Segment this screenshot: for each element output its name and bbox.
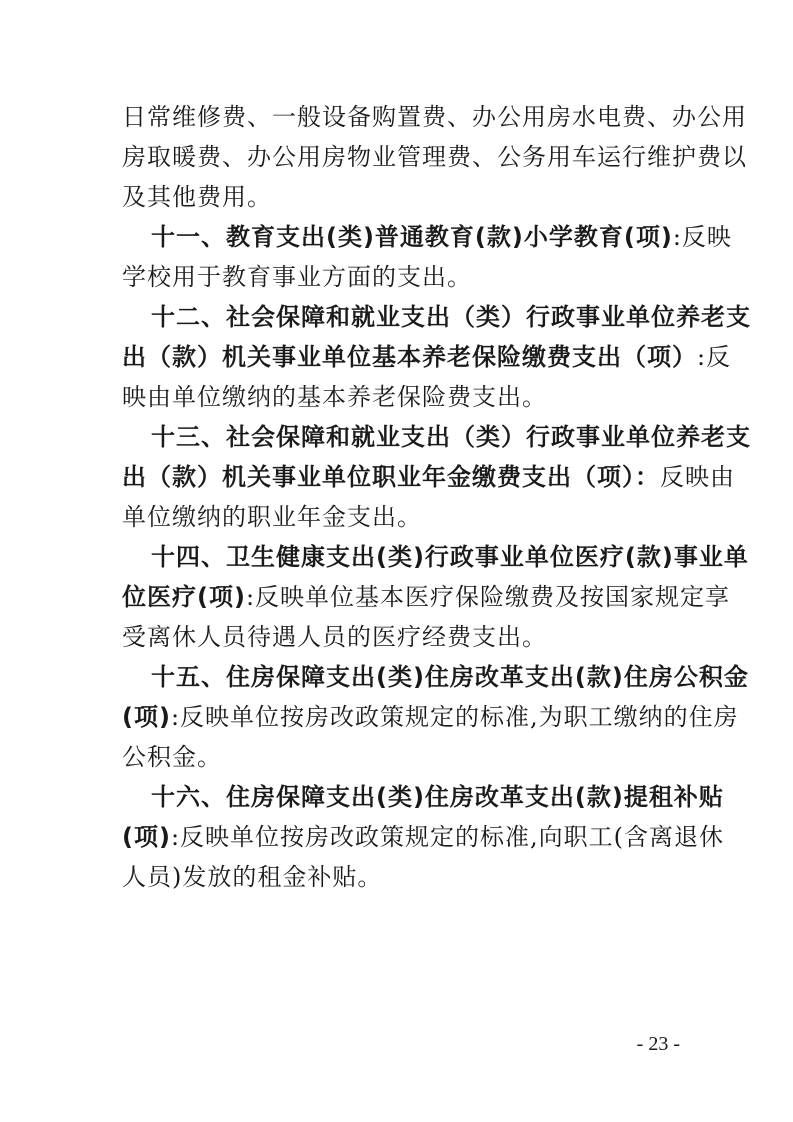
text-run: :反映 — [672, 223, 732, 251]
text-run: 房取暖费、办公用房物业管理费、公务用车运行维护费以 — [122, 143, 747, 171]
text-line — [122, 337, 732, 377]
paragraph-heading-line — [151, 777, 724, 817]
bold-heading: 十二、社会保障和就业支出（类）行政事业单位养老支 — [151, 303, 751, 331]
text-line — [122, 697, 739, 737]
bold-heading: 十六、住房保障支出(类)住房改革支出(款)提租补贴 — [151, 783, 724, 811]
text-run: 反映由 — [660, 463, 735, 491]
text-line — [122, 177, 678, 217]
text-line — [122, 457, 735, 497]
text-run: 日常维修费、一般设备购置费、办公用房水电费、办公用 — [122, 103, 747, 131]
text-run: :反 — [697, 343, 732, 371]
text-run: 受离休人员待遇人员的医疗经费支出。 — [122, 623, 547, 651]
paragraph-heading-line — [151, 657, 749, 697]
text-line — [122, 97, 747, 137]
text-line — [122, 737, 678, 777]
bold-heading: (项) — [122, 703, 171, 731]
paragraph-heading-line — [151, 537, 749, 577]
text-line — [122, 577, 731, 617]
bold-heading: 出（款）机关事业单位基本养老保险缴费支出（项） — [122, 343, 697, 371]
text-line — [122, 497, 678, 537]
page-number: - 23 - — [636, 1033, 680, 1055]
paragraph-heading-line — [151, 217, 732, 257]
text-line — [122, 857, 678, 897]
paragraph-heading-line — [151, 417, 751, 457]
text-line — [122, 257, 678, 297]
text-line — [122, 137, 747, 177]
text-run: :反映单位按房改政策规定的标准,向职工(含离退休 — [170, 823, 725, 851]
text-run: 单位缴纳的职业年金支出。 — [122, 503, 422, 531]
bold-heading: 十五、住房保障支出(类)住房改革支出(款)住房公积金 — [151, 663, 749, 691]
text-run: 学校用于教育事业方面的支出。 — [122, 263, 472, 291]
text-line — [122, 817, 725, 857]
text-run: :反映单位基本医疗保险缴费及按国家规定享 — [245, 583, 731, 611]
text-run: 映由单位缴纳的基本养老保险费支出。 — [122, 383, 547, 411]
bold-heading: 十四、卫生健康支出(类)行政事业单位医疗(款)事业单 — [151, 543, 749, 571]
text-run: 人员)发放的租金补贴。 — [122, 863, 383, 891]
bold-heading: 出（款）机关事业单位职业年金缴费支出（项）： — [122, 463, 660, 491]
bold-heading: 十一、教育支出(类)普通教育(款)小学教育(项) — [151, 223, 673, 251]
bold-heading: 位医疗(项) — [122, 583, 246, 611]
text-run: 及其他费用。 — [122, 183, 272, 211]
text-run: :反映单位按房改政策规定的标准,为职工缴纳的住房 — [170, 703, 739, 731]
text-line — [122, 617, 678, 657]
bold-heading: 十三、社会保障和就业支出（类）行政事业单位养老支 — [151, 423, 751, 451]
bold-heading: (项) — [122, 823, 171, 851]
paragraph-heading-line — [151, 297, 751, 337]
text-line — [122, 377, 678, 417]
text-run: 公积金。 — [122, 743, 222, 771]
